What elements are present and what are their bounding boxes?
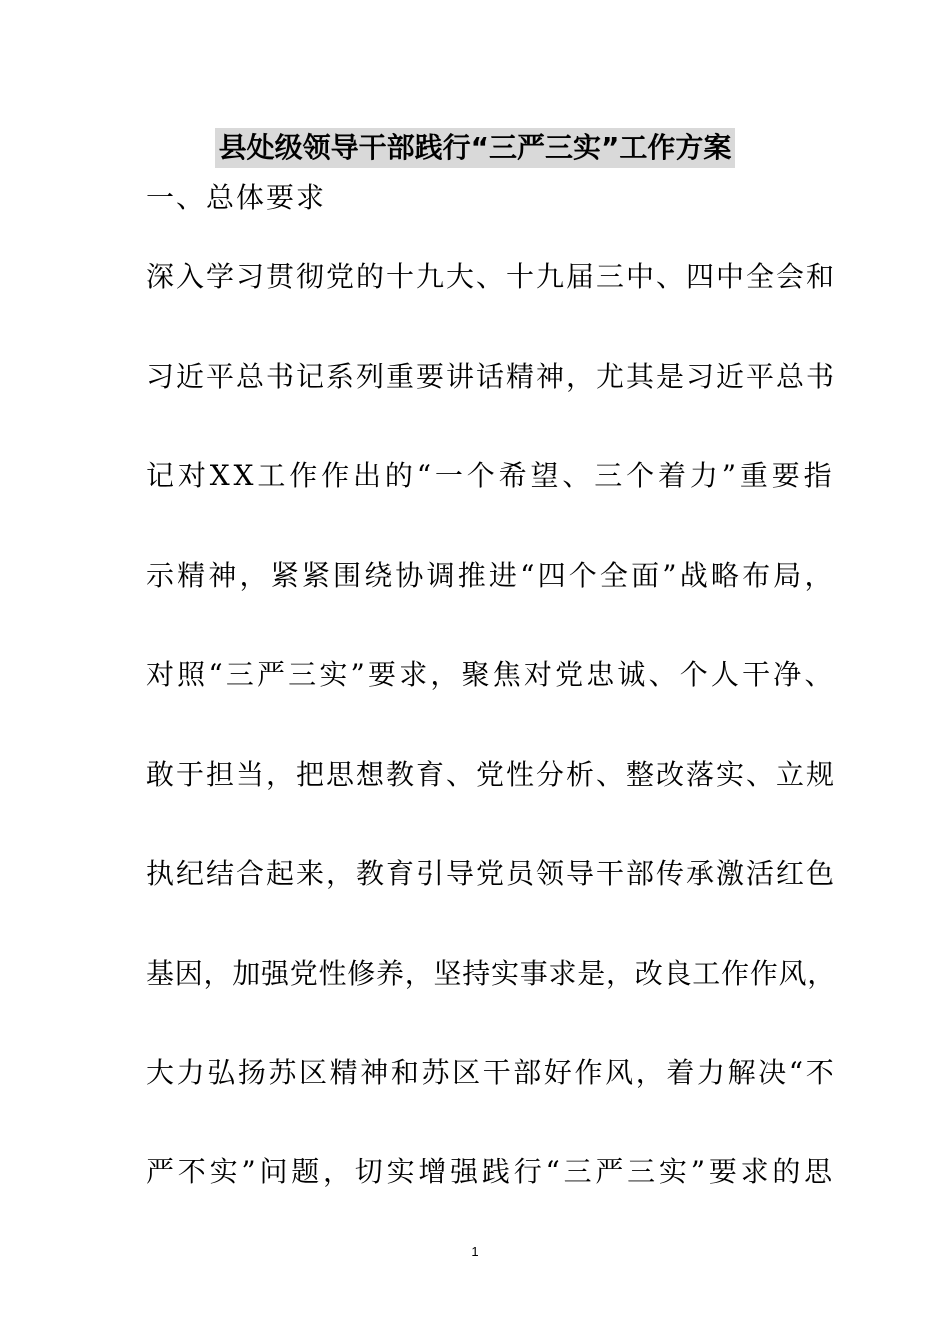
- body-line: 基因，加强党性修养，坚持实事求是，改良工作作风，: [146, 957, 837, 990]
- page-number: 1: [471, 1244, 479, 1259]
- body-line: 大力弘扬苏区精神和苏区干部好作风，着力解决“不: [146, 1056, 837, 1089]
- section-heading: 一、总体要求: [146, 181, 327, 214]
- title-container: [0, 128, 950, 168]
- body-line: 记对XX工作作出的“一个希望、三个着力”重要指: [146, 459, 836, 492]
- body-line: 严不实”问题，切实增强践行“三严三实”要求的思: [146, 1155, 836, 1188]
- body-line: 示精神，紧紧围绕协调推进“四个全面”战略布局，: [146, 559, 836, 592]
- body-line: 对照“三严三实”要求，聚焦对党忠诚、个人干净、: [146, 658, 836, 691]
- body-line: 深入学习贯彻党的十九大、十九届三中、四中全会和: [146, 260, 837, 293]
- body-line: 习近平总书记系列重要讲话精神，尤其是习近平总书: [146, 360, 837, 393]
- document-title: 县处级领导干部践行“三严三实”工作方案: [215, 128, 736, 168]
- body-line: 执纪结合起来，教育引导党员领导干部传承激活红色: [146, 857, 837, 890]
- body-line: 敢于担当，把思想教育、党性分析、整改落实、立规: [146, 758, 837, 791]
